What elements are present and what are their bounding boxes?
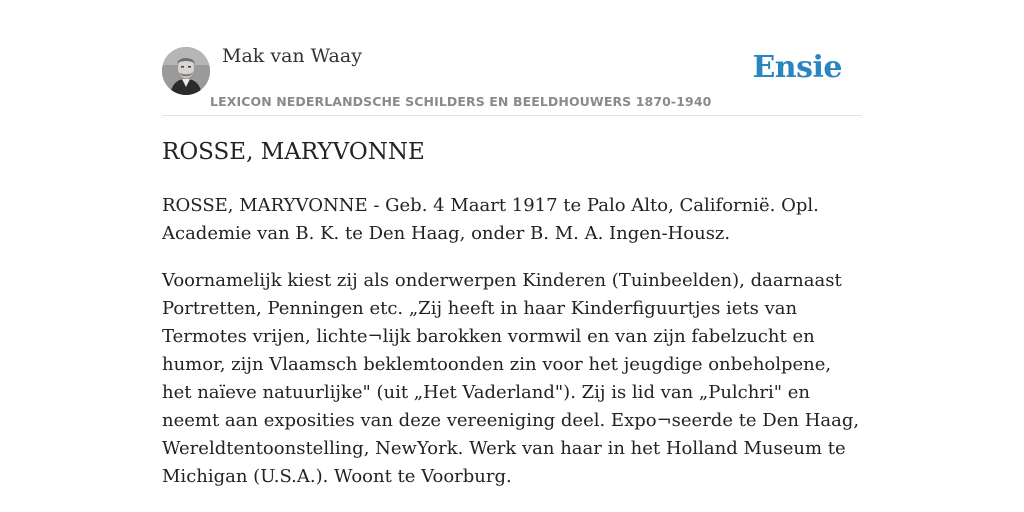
author-portrait-icon bbox=[162, 47, 210, 95]
article-card bbox=[162, 0, 862, 512]
page-title: ROSSE, MARYVONNE bbox=[162, 139, 425, 165]
article-paragraph: ROSSE, MARYVONNE - Geb. 4 Maart 1917 te Palo Alto, Californië. Opl. Academie van B. K. te Den Haag, onder B. M. A. Ingen-Housz. bbox=[162, 195, 819, 244]
source-title[interactable]: LEXICON NEDERLANDSCHE SCHILDERS EN BEELDHOUWERS 1870-1940 bbox=[210, 94, 712, 109]
author-name[interactable]: Mak van Waay bbox=[222, 45, 362, 67]
header-divider bbox=[162, 115, 862, 116]
article-paragraph: Voornamelijk kiest zij als onderwerpen Kinderen (Tuinbeelden), daarnaast Portretten, Penningen etc. „Zij heeft in haar Kinderfiguurtjes iets van Termotes vrijen, lichte¬lijk barokken vormwil en van zijn fabelzucht en humor, zijn Vlaamsch beklemtoonden zin voor het jeugdige onbeholpene, het naïeve natuurlijke" (uit „Het Vaderland"). Zij is lid van „Pulchri" en neemt aan exposities van deze vereeniging deel. Expo¬seerde te Den Haag, Wereldtentoonstelling, NewYork. Werk van haar in het Holland Museum te Michigan (U.S.A.). Woont te Voorburg. bbox=[162, 270, 860, 487]
ensie-logo[interactable]: Ensie bbox=[752, 50, 842, 85]
author-avatar[interactable] bbox=[162, 47, 210, 95]
